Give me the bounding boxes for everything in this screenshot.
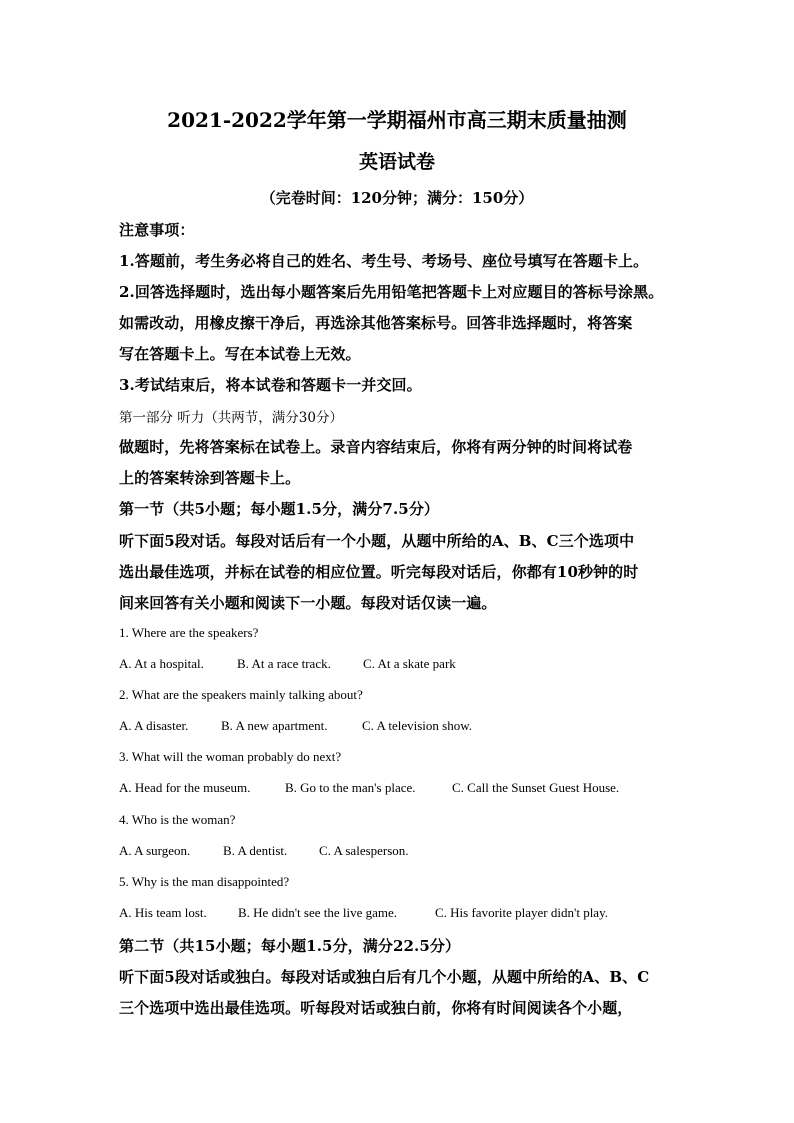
option-a: A. At a hospital. [119,656,204,671]
exam-subtitle: 英语试卷 [358,151,435,173]
option-a: A. A disaster. [119,718,189,733]
option-b: B. A new apartment. [221,718,328,733]
exam-title: 2021-2022学年第一学期福州市高三期末质量抽测 [167,108,627,132]
notice-heading: 注意事项： [119,221,195,239]
notice-item: 1.答题前，考生务必将自己的姓名、考生号、考场号、座位号填写在答题卡上。 [119,252,649,270]
option-b: B. Go to the man's place. [285,780,416,795]
question-1: 1. Where are the speakers? [119,625,259,640]
notice-item: 3.考试结束后，将本试卷和答题卡一并交回。 [119,376,422,394]
option-b: B. At a race track. [237,656,331,671]
exam-time-note: （完卷时间：120分钟；满分：150分） [260,189,534,207]
notice-item: 2.回答选择题时，选出每小题答案后先用铅笔把答题卡上对应题目的答标号涂黑。 [119,283,664,301]
option-a: A. Head for the museum. [119,780,251,795]
notice-item: 写在答题卡上。写在本试卷上无效。 [119,345,361,363]
question-5-options [119,905,608,921]
section1-instruction-line: 选出最佳选项，并标在试卷的相应位置。听完每段对话后，你都有10秒钟的时 [119,563,639,581]
question-1-options [119,656,456,672]
section2-instruction-line: 听下面5段对话或独白。每段对话或独白后有几个小题，从题中所给的A、B、C [119,968,650,986]
question-4-options [119,843,409,859]
option-b: B. A dentist. [223,843,288,858]
section1-instruction-line: 听下面5段对话。每段对话后有一个小题，从题中所给的A、B、C三个选项中 [119,532,635,550]
part1-intro-line: 做题时，先将答案标在试卷上。录音内容结束后，你将有两分钟的时间将试卷 [119,438,633,456]
question-3: 3. What will the woman probably do next? [119,749,342,764]
question-4: 4. Who is the woman? [119,812,236,827]
question-5: 5. Why is the man disappointed? [119,874,290,889]
option-b: B. He didn't see the live game. [238,905,398,920]
notice-item: 如需改动，用橡皮擦干净后，再选涂其他答案标号。回答非选择题时，将答案 [119,314,633,332]
section1-instruction-line: 间来回答有关小题和阅读下一小题。每段对话仅读一遍。 [119,594,497,612]
part1-heading: 第一部分 听力（共两节，满分30分） [119,410,343,426]
option-c: C. A television show. [362,718,473,733]
option-a: A. A surgeon. [119,843,191,858]
question-3-options [119,780,619,796]
option-c: C. A salesperson. [319,843,409,858]
option-c: C. At a skate park [363,656,456,671]
section2-instruction-line: 三个选项中选出最佳选项。听每段对话或独白前，你将有时间阅读各个小题， [119,999,633,1017]
option-c: C. Call the Sunset Guest House. [452,780,620,795]
section1-heading: 第一节（共5小题；每小题1.5分，满分7.5分） [119,500,440,518]
question-2-options [119,718,472,734]
option-c: C. His favorite player didn't play. [435,905,608,920]
question-2: 2. What are the speakers mainly talking about? [119,687,363,702]
section2-heading: 第二节（共15小题；每小题1.5分，满分22.5分） [119,937,461,955]
part1-intro-line: 上的答案转涂到答题卡上。 [119,469,301,487]
option-a: A. His team lost. [119,905,207,920]
